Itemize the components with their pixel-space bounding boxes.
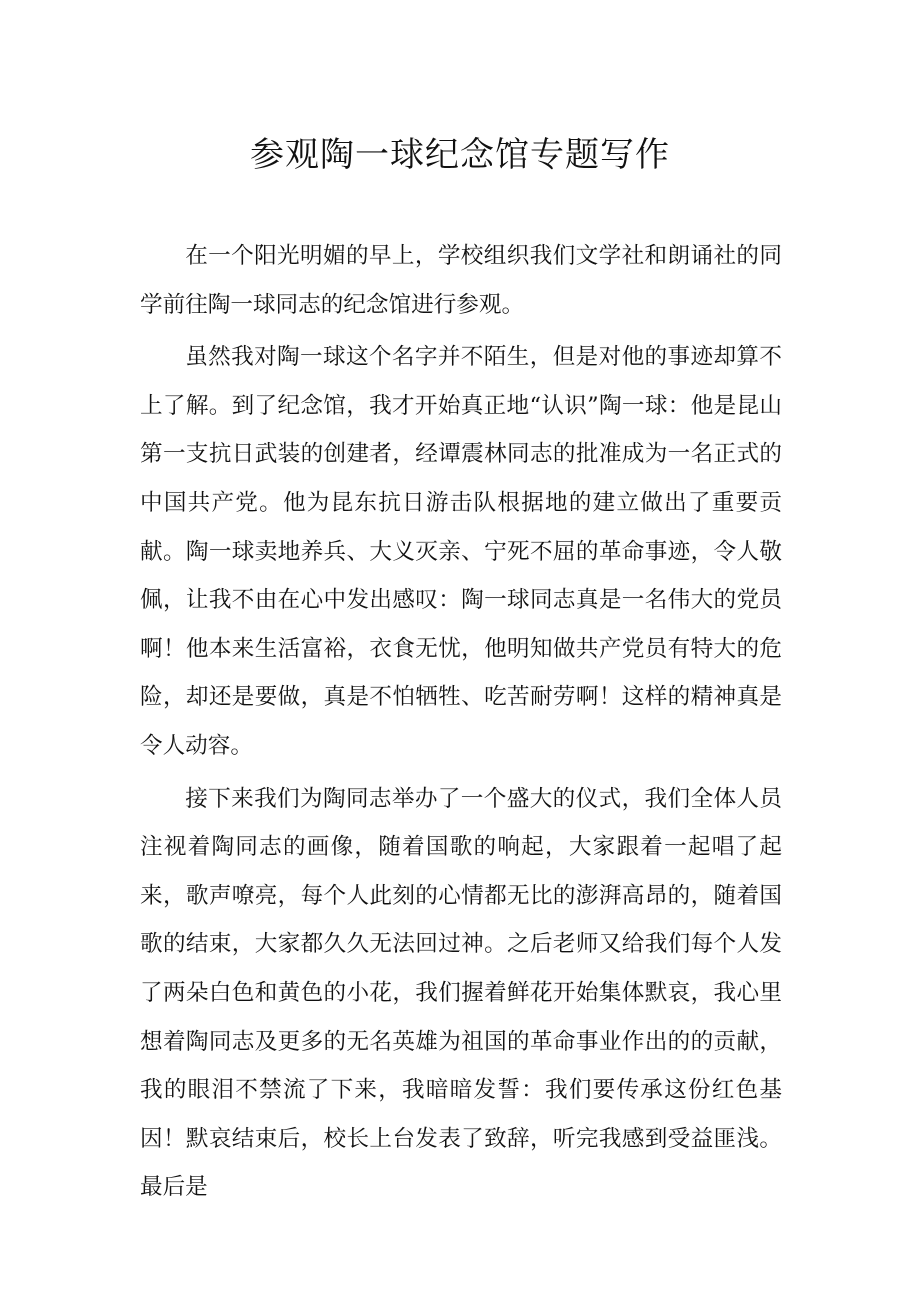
document-body xyxy=(140,232,782,1212)
paragraph-2: 虽然我对陶一球这个名字并不陌生，但是对他的事迹却算不上了解。到了纪念馆，我才开始真正地“认识”陶一球：他是昆山第一支抗日武装的创建者，经谭震林同志的批准成为一名正式的中国共产党。他为昆东抗日游击队根据地的建立做出了重要贡献。陶一球卖地养兵、大义灭亲、宁死不屈的革命事迹，令人敬佩，让我不由在心中发出感叹：陶一球同志真是一名伟大的党员啊！他本来生活富裕，衣食无忧，他明知做共产党员有特大的危险，却还是要做，真是不怕牺牲、吃苦耐劳啊！这样的精神真是令人动容。 xyxy=(140,344,782,759)
document-title: 参观陶一球纪念馆专题写作 xyxy=(250,135,670,175)
paragraph-3: 接下来我们为陶同志举办了一个盛大的仪式，我们全体人员注视着陶同志的画像，随着国歌的响起，大家跟着一起唱了起来，歌声嘹亮，每个人此刻的心情都无比的澎湃高昂的，随着国歌的结束，大家都久久无法回过神。之后老师又给我们每个人发了两朵白色和黄色的小花，我们握着鲜花开始集体默哀，我心里想着陶同志及更多的无名英雄为祖国的革命事业作出的的贡献，我的眼泪不禁流了下来，我暗暗发誓：我们要传承这份红色基因！默哀结束后，校长上台发表了致辞，听完我感到受益匪浅。最后是 xyxy=(140,785,782,1201)
paragraph-1: 在一个阳光明媚的早上，学校组织我们文学社和朗诵社的同学前往陶一球同志的纪念馆进行参观。 xyxy=(140,243,782,318)
